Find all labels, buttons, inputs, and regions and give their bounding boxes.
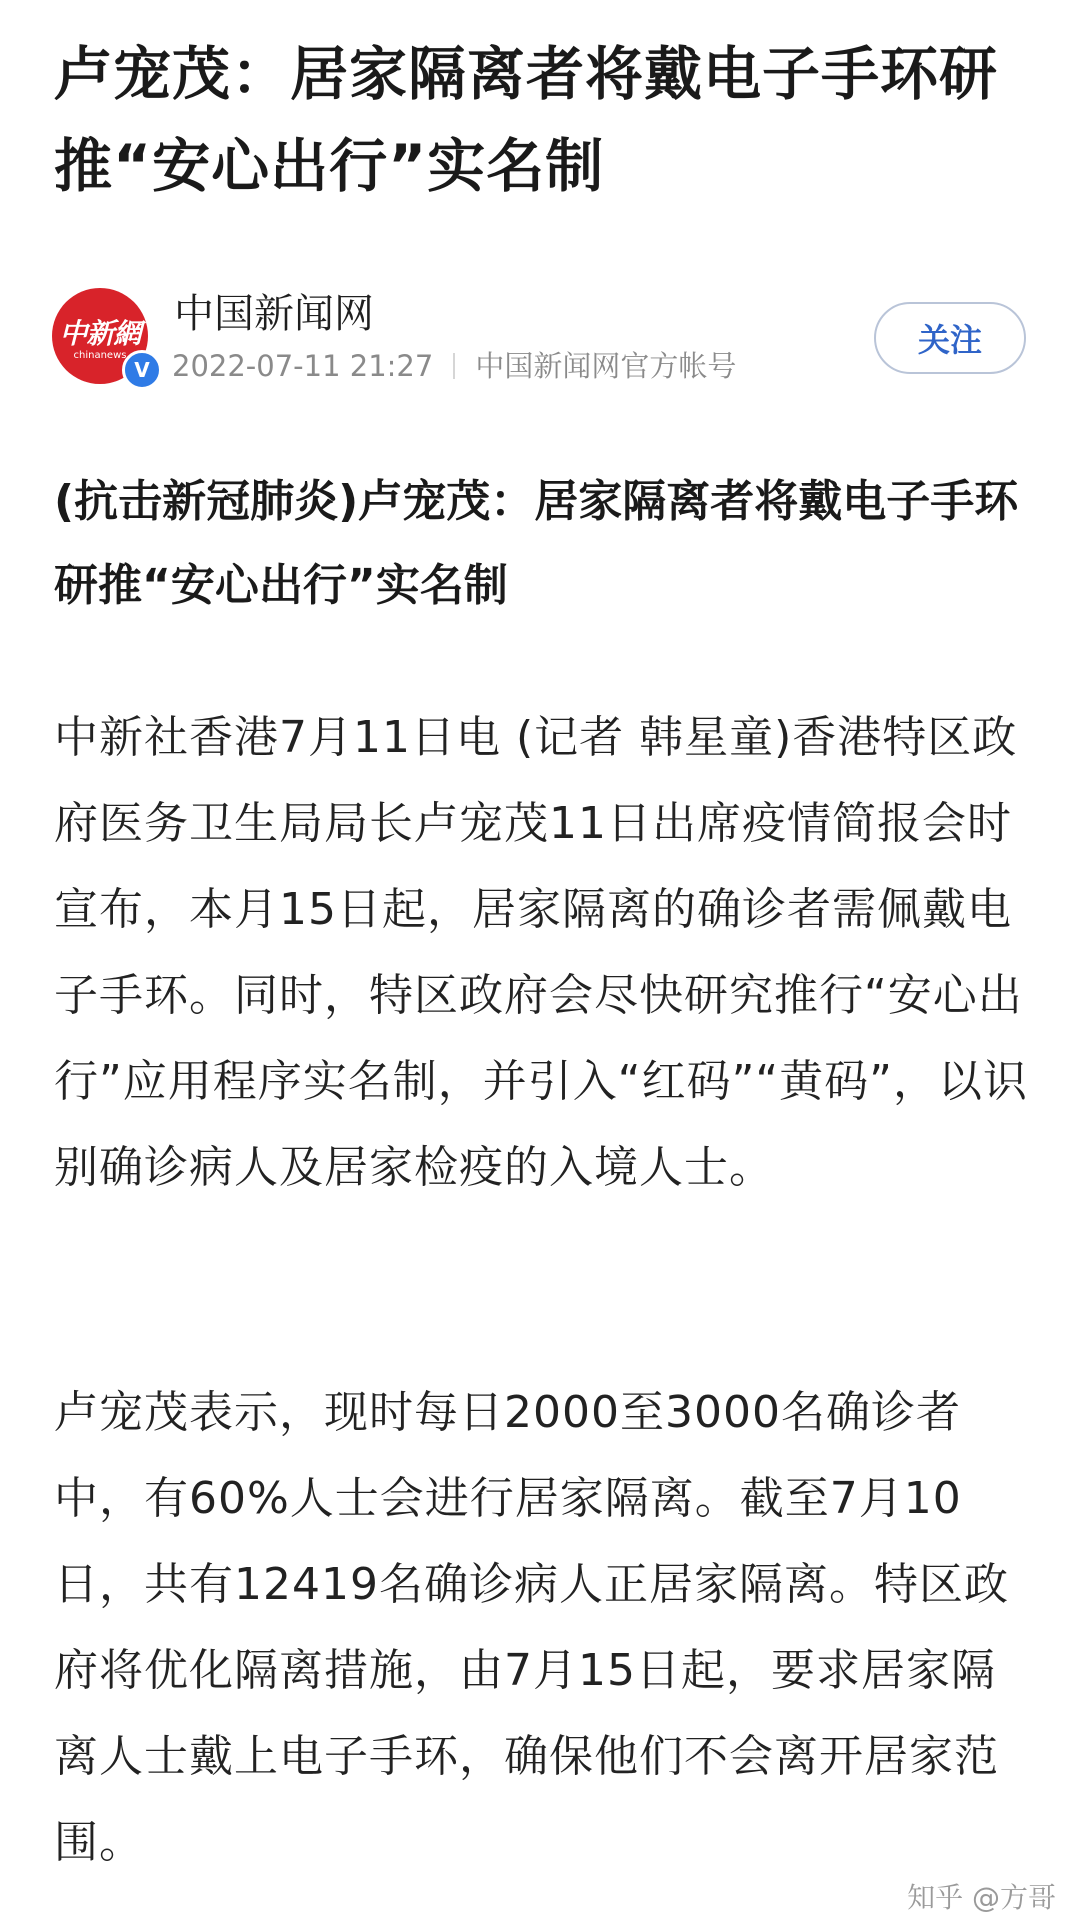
account-type: 中国新闻网官方帐号 [475,349,737,383]
author-meta [172,344,736,385]
author-row [52,288,1032,388]
verified-badge-icon: V [122,350,162,390]
watermark: 知乎 @方哥 [907,1881,1056,1914]
article-paragraph-2: 卢宠茂表示，现时每日2000至3000名确诊者中，有60%人士会进行居家隔离。截至7月10日，共有12419名确诊病人正居家隔离。特区政府将优化隔离措施，由7月15日起，要求居家隔离人士戴上电子手环，确保他们不会离开居家范围。 [54,1387,1009,1868]
avatar-logo-subtext: chinanews [73,350,127,361]
meta-divider [453,353,455,379]
author-name[interactable]: 中国新闻网 [174,291,374,337]
follow-button[interactable]: 关注 [874,302,1026,374]
publish-timestamp: 2022-07-11 21:27 [172,349,434,383]
avatar-logo-text: 中新網 [59,317,141,350]
article-headline: 卢宠茂：居家隔离者将戴电子手环研推“安心出行”实名制 [54,40,999,200]
article-subtitle: (抗击新冠肺炎)卢宠茂：居家隔离者将戴电子手环 研推“安心出行”实名制 [54,476,1019,611]
article-paragraph-1: 中新社香港7月11日电 (记者 韩星童)香港特区政府医务卫生局局长卢宠茂11日出席疫情简报会时宣布，本月15日起，居家隔离的确诊者需佩戴电子手环。同时，特区政府会尽快研究推行“安心出行”应用程序实名制，并引入“红码”“黄码”，以识别确诊病人及居家检疫的入境人士。 [54,712,1028,1193]
